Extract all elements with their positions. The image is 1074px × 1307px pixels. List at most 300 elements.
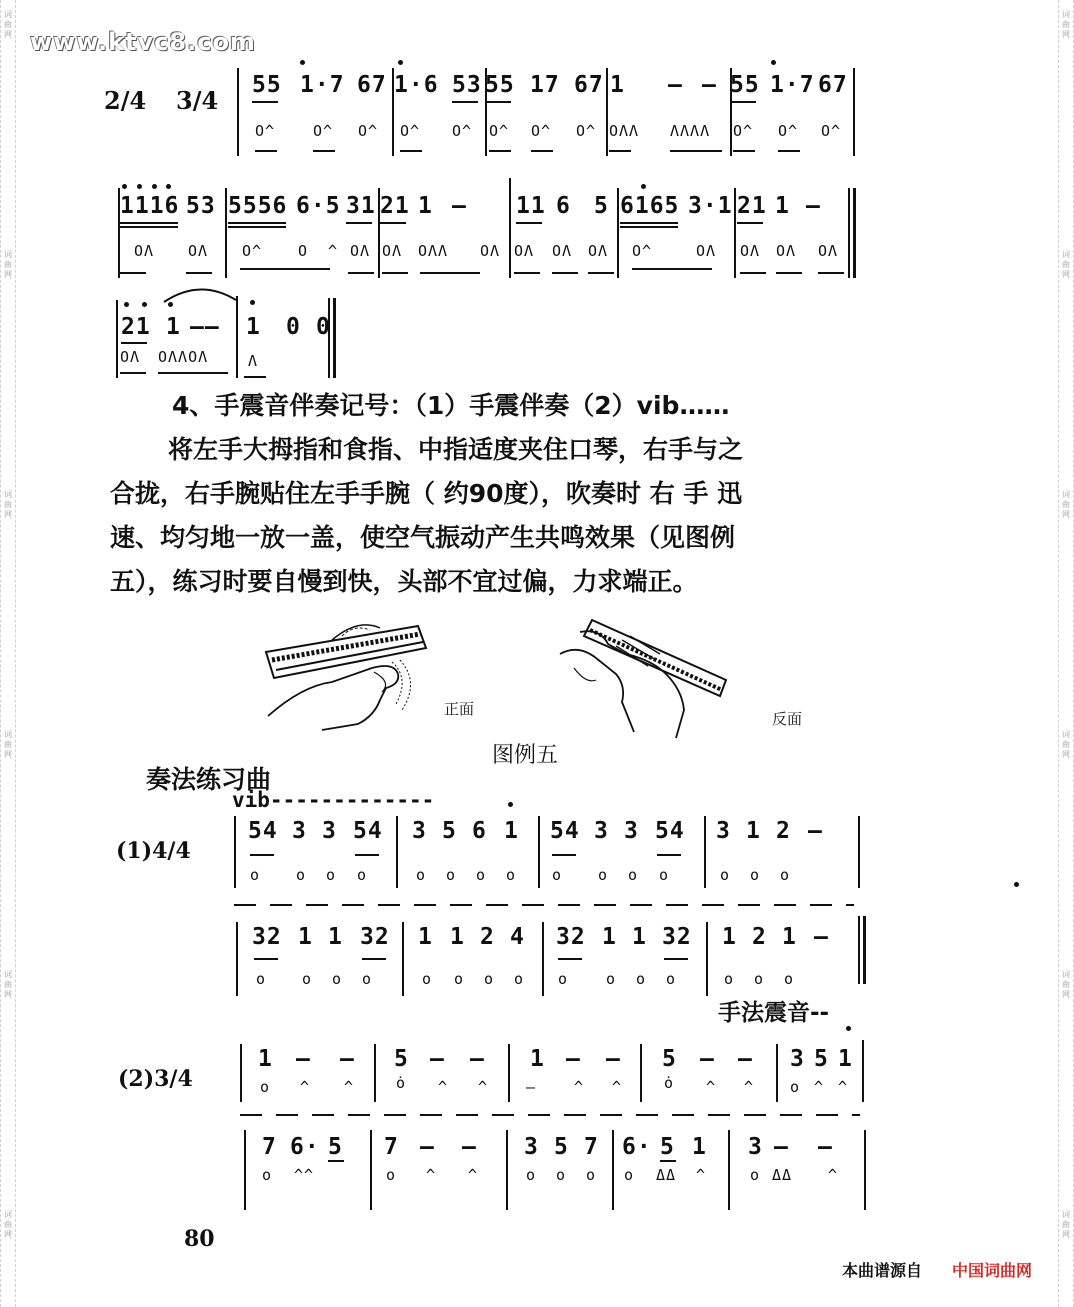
barline xyxy=(509,178,511,278)
underline xyxy=(362,958,386,960)
breath-mark: o xyxy=(624,1166,635,1184)
note: 1116 xyxy=(120,193,180,219)
note: 5 xyxy=(328,1134,343,1160)
note: 7 xyxy=(584,1134,599,1160)
note: — xyxy=(420,1134,435,1160)
breath-line xyxy=(740,272,766,274)
breath-line xyxy=(348,272,374,274)
barline xyxy=(853,188,856,278)
note: 2 xyxy=(776,818,791,844)
note: — xyxy=(774,1134,789,1160)
note: 5 xyxy=(662,1046,677,1072)
breath-mark: O^ xyxy=(778,122,799,140)
barline xyxy=(506,1130,508,1210)
underline xyxy=(620,226,678,228)
breath-line xyxy=(400,150,422,152)
underline xyxy=(552,854,576,856)
underline xyxy=(120,222,178,224)
breath-mark: O^ xyxy=(489,122,510,140)
breath-line xyxy=(240,268,330,270)
breath-mark: ΛΛΛΛ xyxy=(670,122,711,140)
underline xyxy=(620,222,678,224)
note: 6 xyxy=(556,193,571,219)
note: — xyxy=(606,1046,621,1072)
speck xyxy=(1014,882,1019,887)
breath-mark: ^ xyxy=(612,1078,623,1096)
barline xyxy=(864,1130,866,1210)
barline xyxy=(863,916,866,984)
note: 32 xyxy=(360,924,390,950)
breath-mark: OΛΛ xyxy=(418,242,449,260)
note: 3 xyxy=(624,818,639,844)
note: — xyxy=(340,1046,355,1072)
underline xyxy=(452,101,478,103)
barline xyxy=(612,1130,614,1210)
breath-mark: o xyxy=(506,866,517,884)
breath-line xyxy=(158,372,228,374)
breath-mark: o xyxy=(636,970,647,988)
breath-mark: ^ xyxy=(438,1078,449,1096)
note: — xyxy=(702,72,717,98)
note: 53 xyxy=(452,72,482,98)
octave-dot xyxy=(641,184,646,189)
breath-mark: ȯ xyxy=(396,1074,407,1092)
breath-mark: O^ xyxy=(576,122,597,140)
exercise-label: (1)4/4 xyxy=(116,838,191,864)
side-text: 词曲网 xyxy=(1062,1210,1070,1239)
barline xyxy=(542,922,544,996)
breath-mark: OΛ xyxy=(552,242,573,260)
underline xyxy=(228,222,286,224)
note: 1 xyxy=(722,924,737,950)
breath-mark: OΛ xyxy=(696,242,717,260)
note: 6 xyxy=(472,818,487,844)
breath-mark: o xyxy=(724,970,735,988)
note: — xyxy=(806,193,821,219)
note: 54 xyxy=(248,818,278,844)
octave-dot xyxy=(508,802,513,807)
octave-dot xyxy=(122,184,127,189)
breath-line xyxy=(588,272,614,274)
barline xyxy=(236,296,238,378)
note: 1 xyxy=(504,818,519,844)
breath-line xyxy=(670,150,722,152)
note: 6· xyxy=(622,1134,652,1160)
breath-mark: O^ xyxy=(531,122,552,140)
barline xyxy=(848,188,850,278)
practice-title: 奏法练习曲 xyxy=(146,765,272,794)
breath-mark: o xyxy=(454,970,465,988)
note: 1 xyxy=(775,193,790,219)
breath-mark: o xyxy=(484,970,495,988)
breath-mark: ΔΔ xyxy=(656,1166,677,1184)
breath-mark: o xyxy=(416,866,427,884)
breath-mark: o xyxy=(250,866,261,884)
breath-mark: o xyxy=(514,970,525,988)
note: 6·5 xyxy=(296,193,341,219)
note: — xyxy=(462,1134,477,1160)
underline xyxy=(252,101,278,103)
note: 11 xyxy=(516,193,546,219)
breath-mark: ^ xyxy=(468,1166,479,1184)
underline xyxy=(228,226,286,228)
breath-mark: o xyxy=(422,970,433,988)
body-line: 速、均匀地一放一盖，使空气振动产生共鸣效果（见图例 xyxy=(110,523,736,552)
breath-mark: o xyxy=(526,1166,537,1184)
barline xyxy=(704,816,706,888)
breath-mark: O xyxy=(298,242,309,260)
breath-line xyxy=(776,272,802,274)
underline xyxy=(657,854,681,856)
vib-marking: vib------------- xyxy=(232,788,435,812)
hand-vibrato-marking: 手法震音-- xyxy=(718,1000,830,1026)
underline xyxy=(664,958,688,960)
note: 2 xyxy=(480,924,495,950)
breath-mark: ^ xyxy=(300,1078,311,1096)
breath-mark: o xyxy=(326,866,337,884)
octave-dot xyxy=(250,300,255,305)
note: — xyxy=(296,1046,311,1072)
barline xyxy=(240,1044,242,1102)
note: 5556 xyxy=(228,193,288,219)
right-margin-strip xyxy=(1058,0,1074,1307)
note: — xyxy=(430,1046,445,1072)
breath-dash-line xyxy=(234,904,854,906)
barline xyxy=(862,1040,864,1102)
footer-source-label: 本曲谱源自 xyxy=(842,1261,923,1280)
breath-mark: ^ xyxy=(828,1166,839,1184)
breath-line xyxy=(313,150,335,152)
harmonica-front-illustration xyxy=(262,612,442,736)
note: 3 xyxy=(748,1134,763,1160)
body-line: 五），练习时要自慢到快，头部不宜过偏，力求端正。 xyxy=(110,567,698,596)
breath-mark: O^ xyxy=(242,242,263,260)
underline xyxy=(380,222,406,224)
breath-mark: o xyxy=(598,866,609,884)
octave-dot xyxy=(137,184,142,189)
left-margin-strip xyxy=(0,0,16,1307)
section-heading: 4、手震音伴奏记号：（1）手震伴奏（2）vib…… xyxy=(172,391,730,420)
note: 6165 xyxy=(620,193,680,219)
underline xyxy=(346,222,372,224)
underline xyxy=(120,226,178,228)
breath-mark: ^ xyxy=(696,1166,707,1184)
breath-line xyxy=(514,272,540,274)
side-text: 词曲网 xyxy=(4,1210,12,1239)
underline xyxy=(254,958,278,960)
octave-dot xyxy=(166,184,171,189)
side-text: 词曲网 xyxy=(4,730,12,759)
note: 17 xyxy=(530,72,560,98)
breath-mark: OΛ xyxy=(514,242,535,260)
breath-line xyxy=(420,272,480,274)
note: 1 xyxy=(746,818,761,844)
note: — xyxy=(668,72,683,98)
breath-mark: OΛ xyxy=(188,242,209,260)
barline xyxy=(234,816,236,888)
note: 5 xyxy=(814,1046,829,1072)
note: 5 xyxy=(660,1134,675,1160)
barline xyxy=(116,300,118,378)
breath-mark: ^^ xyxy=(294,1166,315,1184)
breath-line xyxy=(778,150,800,152)
note: 1 xyxy=(166,314,181,340)
barline xyxy=(853,68,855,156)
note: 7 xyxy=(384,1134,399,1160)
octave-dot xyxy=(300,60,305,65)
breath-mark: O^ xyxy=(452,122,473,140)
barline xyxy=(237,68,239,156)
barline xyxy=(606,68,608,156)
breath-mark: o xyxy=(750,866,761,884)
body-line: 合拢，右手腕贴住左手手腕（ 约90度），吹奏时 右 手 迅 xyxy=(110,479,743,508)
figure-label-back: 反面 xyxy=(772,710,803,728)
barline xyxy=(728,1130,730,1210)
note: 1 xyxy=(450,924,465,950)
note: 1 xyxy=(530,1046,545,1072)
breath-mark: OΛ xyxy=(818,242,839,260)
note: —— xyxy=(190,314,220,340)
note: 21 xyxy=(121,314,151,340)
note: 55 xyxy=(252,72,282,98)
barline xyxy=(370,1130,372,1210)
breath-line xyxy=(255,150,277,152)
barline xyxy=(225,188,227,278)
note: — xyxy=(700,1046,715,1072)
time-signature: 3/4 xyxy=(176,86,219,115)
breath-mark: ^ xyxy=(814,1078,825,1096)
note: 3 xyxy=(716,818,731,844)
note: 3 xyxy=(524,1134,539,1160)
breath-mark: — xyxy=(526,1078,537,1096)
breath-mark: ^ xyxy=(344,1078,355,1096)
note: — xyxy=(818,1134,833,1160)
note: — xyxy=(808,818,823,844)
breath-mark: o xyxy=(386,1166,397,1184)
note: 6· xyxy=(290,1134,320,1160)
breath-mark: ΔΔ xyxy=(772,1166,793,1184)
barline xyxy=(374,1044,376,1102)
barline xyxy=(396,816,398,888)
breath-mark: o xyxy=(262,1166,273,1184)
breath-mark: o xyxy=(332,970,343,988)
figure-label-front: 正面 xyxy=(444,700,475,718)
breath-mark: OΛ xyxy=(588,242,609,260)
breath-mark: O^ xyxy=(400,122,421,140)
breath-mark: o xyxy=(606,970,617,988)
breath-mark: OΛ xyxy=(740,242,761,260)
note: 67 xyxy=(574,72,604,98)
slur xyxy=(160,282,240,306)
barline xyxy=(776,1044,778,1102)
barline xyxy=(244,1130,246,1210)
breath-mark: ^ xyxy=(426,1166,437,1184)
note: — xyxy=(452,193,467,219)
breath-mark: o xyxy=(659,866,670,884)
breath-mark: O^ xyxy=(733,122,754,140)
breath-mark: o xyxy=(362,970,373,988)
breath-mark: o xyxy=(790,1078,801,1096)
side-text: 词曲网 xyxy=(4,970,12,999)
octave-dot xyxy=(771,60,776,65)
breath-mark: O^ xyxy=(358,122,379,140)
note: 3 xyxy=(790,1046,805,1072)
breath-mark: ^ xyxy=(478,1078,489,1096)
breath-mark: ^ xyxy=(838,1078,849,1096)
page-number: 80 xyxy=(184,1226,215,1252)
breath-line xyxy=(489,150,511,152)
underline xyxy=(737,222,763,224)
breath-mark: O^ xyxy=(632,242,653,260)
breath-mark: o xyxy=(784,970,795,988)
breath-mark: ^ xyxy=(744,1078,755,1096)
breath-mark: o xyxy=(666,970,677,988)
breath-mark: o xyxy=(558,970,569,988)
breath-mark: o xyxy=(780,866,791,884)
barline xyxy=(333,298,336,378)
note: 1 xyxy=(328,924,343,950)
note: 3·1 xyxy=(688,193,733,219)
barline xyxy=(617,188,619,278)
breath-mark: o xyxy=(750,1166,761,1184)
breath-mark: o xyxy=(302,970,313,988)
note: 53 xyxy=(186,193,216,219)
octave-dot xyxy=(152,184,157,189)
breath-mark: OΛ xyxy=(120,348,141,366)
note: — xyxy=(566,1046,581,1072)
underline xyxy=(328,1160,344,1162)
breath-mark: o xyxy=(296,866,307,884)
note: 7 xyxy=(262,1134,277,1160)
barline xyxy=(734,188,736,278)
breath-mark: OΛ xyxy=(480,242,501,260)
note: 21 xyxy=(380,193,410,219)
note: 0 xyxy=(286,314,301,340)
note: 1 xyxy=(610,72,625,98)
note: 5 xyxy=(394,1046,409,1072)
breath-mark: Λ xyxy=(248,352,259,370)
underline xyxy=(660,1160,676,1162)
breath-mark: OΛΛOΛ xyxy=(158,348,209,366)
note: 54 xyxy=(353,818,383,844)
breath-mark: o xyxy=(552,866,563,884)
breath-mark: O^ xyxy=(255,122,276,140)
note: 1·7 xyxy=(770,72,815,98)
figure-caption: 图例五 xyxy=(492,743,559,768)
note: 3 xyxy=(594,818,609,844)
note: 1 xyxy=(782,924,797,950)
breath-mark: OΛ xyxy=(382,242,403,260)
breath-mark: OΛ xyxy=(350,242,371,260)
exercise-label: (2)3/4 xyxy=(118,1066,193,1092)
breath-mark: OΛΛ xyxy=(609,122,640,140)
octave-dot xyxy=(142,302,147,307)
note: 3 xyxy=(322,818,337,844)
underline xyxy=(250,854,274,856)
note: 32 xyxy=(662,924,692,950)
note: 1 xyxy=(602,924,617,950)
breath-mark: ȯ xyxy=(664,1074,675,1092)
note: 1·6 xyxy=(394,72,439,98)
barline xyxy=(858,816,860,888)
breath-mark: o xyxy=(720,866,731,884)
note: 21 xyxy=(737,193,767,219)
breath-mark: o xyxy=(260,1078,271,1096)
note: 3 xyxy=(412,818,427,844)
breath-mark: O^ xyxy=(313,122,334,140)
note: 1 xyxy=(692,1134,707,1160)
barline xyxy=(706,922,708,996)
breath-line xyxy=(382,272,408,274)
note: 31 xyxy=(346,193,376,219)
breath-mark: ^ xyxy=(328,242,339,260)
underline xyxy=(558,958,582,960)
note: 1 xyxy=(246,314,261,340)
octave-dot xyxy=(846,1026,851,1031)
note: 55 xyxy=(485,72,515,98)
note: 67 xyxy=(357,72,387,98)
note: 0 xyxy=(316,314,331,340)
footer-site-name: 中国词曲网 xyxy=(952,1261,1033,1280)
side-text: 词曲网 xyxy=(1062,490,1070,519)
harmonica-back-illustration xyxy=(556,614,736,742)
note: — xyxy=(470,1046,485,1072)
note: 4 xyxy=(510,924,525,950)
breath-line xyxy=(120,272,146,274)
side-text: 词曲网 xyxy=(1062,10,1070,39)
breath-line xyxy=(733,150,755,152)
note: — xyxy=(814,924,829,950)
note: 2 xyxy=(752,924,767,950)
breath-mark: OΛ xyxy=(776,242,797,260)
breath-mark: OΛ xyxy=(134,242,155,260)
underline xyxy=(355,854,379,856)
note: 67 xyxy=(818,72,848,98)
breath-mark: ^ xyxy=(706,1078,717,1096)
note: 54 xyxy=(655,818,685,844)
underline xyxy=(516,222,542,224)
note: 1 xyxy=(632,924,647,950)
underline xyxy=(121,342,147,344)
breath-mark: o xyxy=(256,970,267,988)
note: 54 xyxy=(550,818,580,844)
breath-line xyxy=(120,372,146,374)
note: 32 xyxy=(252,924,282,950)
breath-mark: o xyxy=(476,866,487,884)
breath-line xyxy=(609,150,631,152)
side-text: 词曲网 xyxy=(1062,250,1070,279)
barline xyxy=(402,922,404,996)
octave-dot xyxy=(124,302,129,307)
note: 1·7 xyxy=(300,72,345,98)
breath-mark: o xyxy=(628,866,639,884)
note: 1 xyxy=(418,924,433,950)
breath-line xyxy=(186,272,212,274)
breath-mark: ^ xyxy=(574,1078,585,1096)
barline xyxy=(640,1044,642,1102)
breath-line xyxy=(531,150,553,152)
note: — xyxy=(738,1046,753,1072)
barline xyxy=(538,816,540,888)
breath-mark: o xyxy=(446,866,457,884)
note: 5 xyxy=(442,818,457,844)
breath-mark: o xyxy=(586,1166,597,1184)
breath-line xyxy=(552,272,578,274)
side-text: 词曲网 xyxy=(4,250,12,279)
note: 55 xyxy=(730,72,760,98)
barline xyxy=(508,1044,510,1102)
breath-dash-line xyxy=(240,1114,860,1116)
